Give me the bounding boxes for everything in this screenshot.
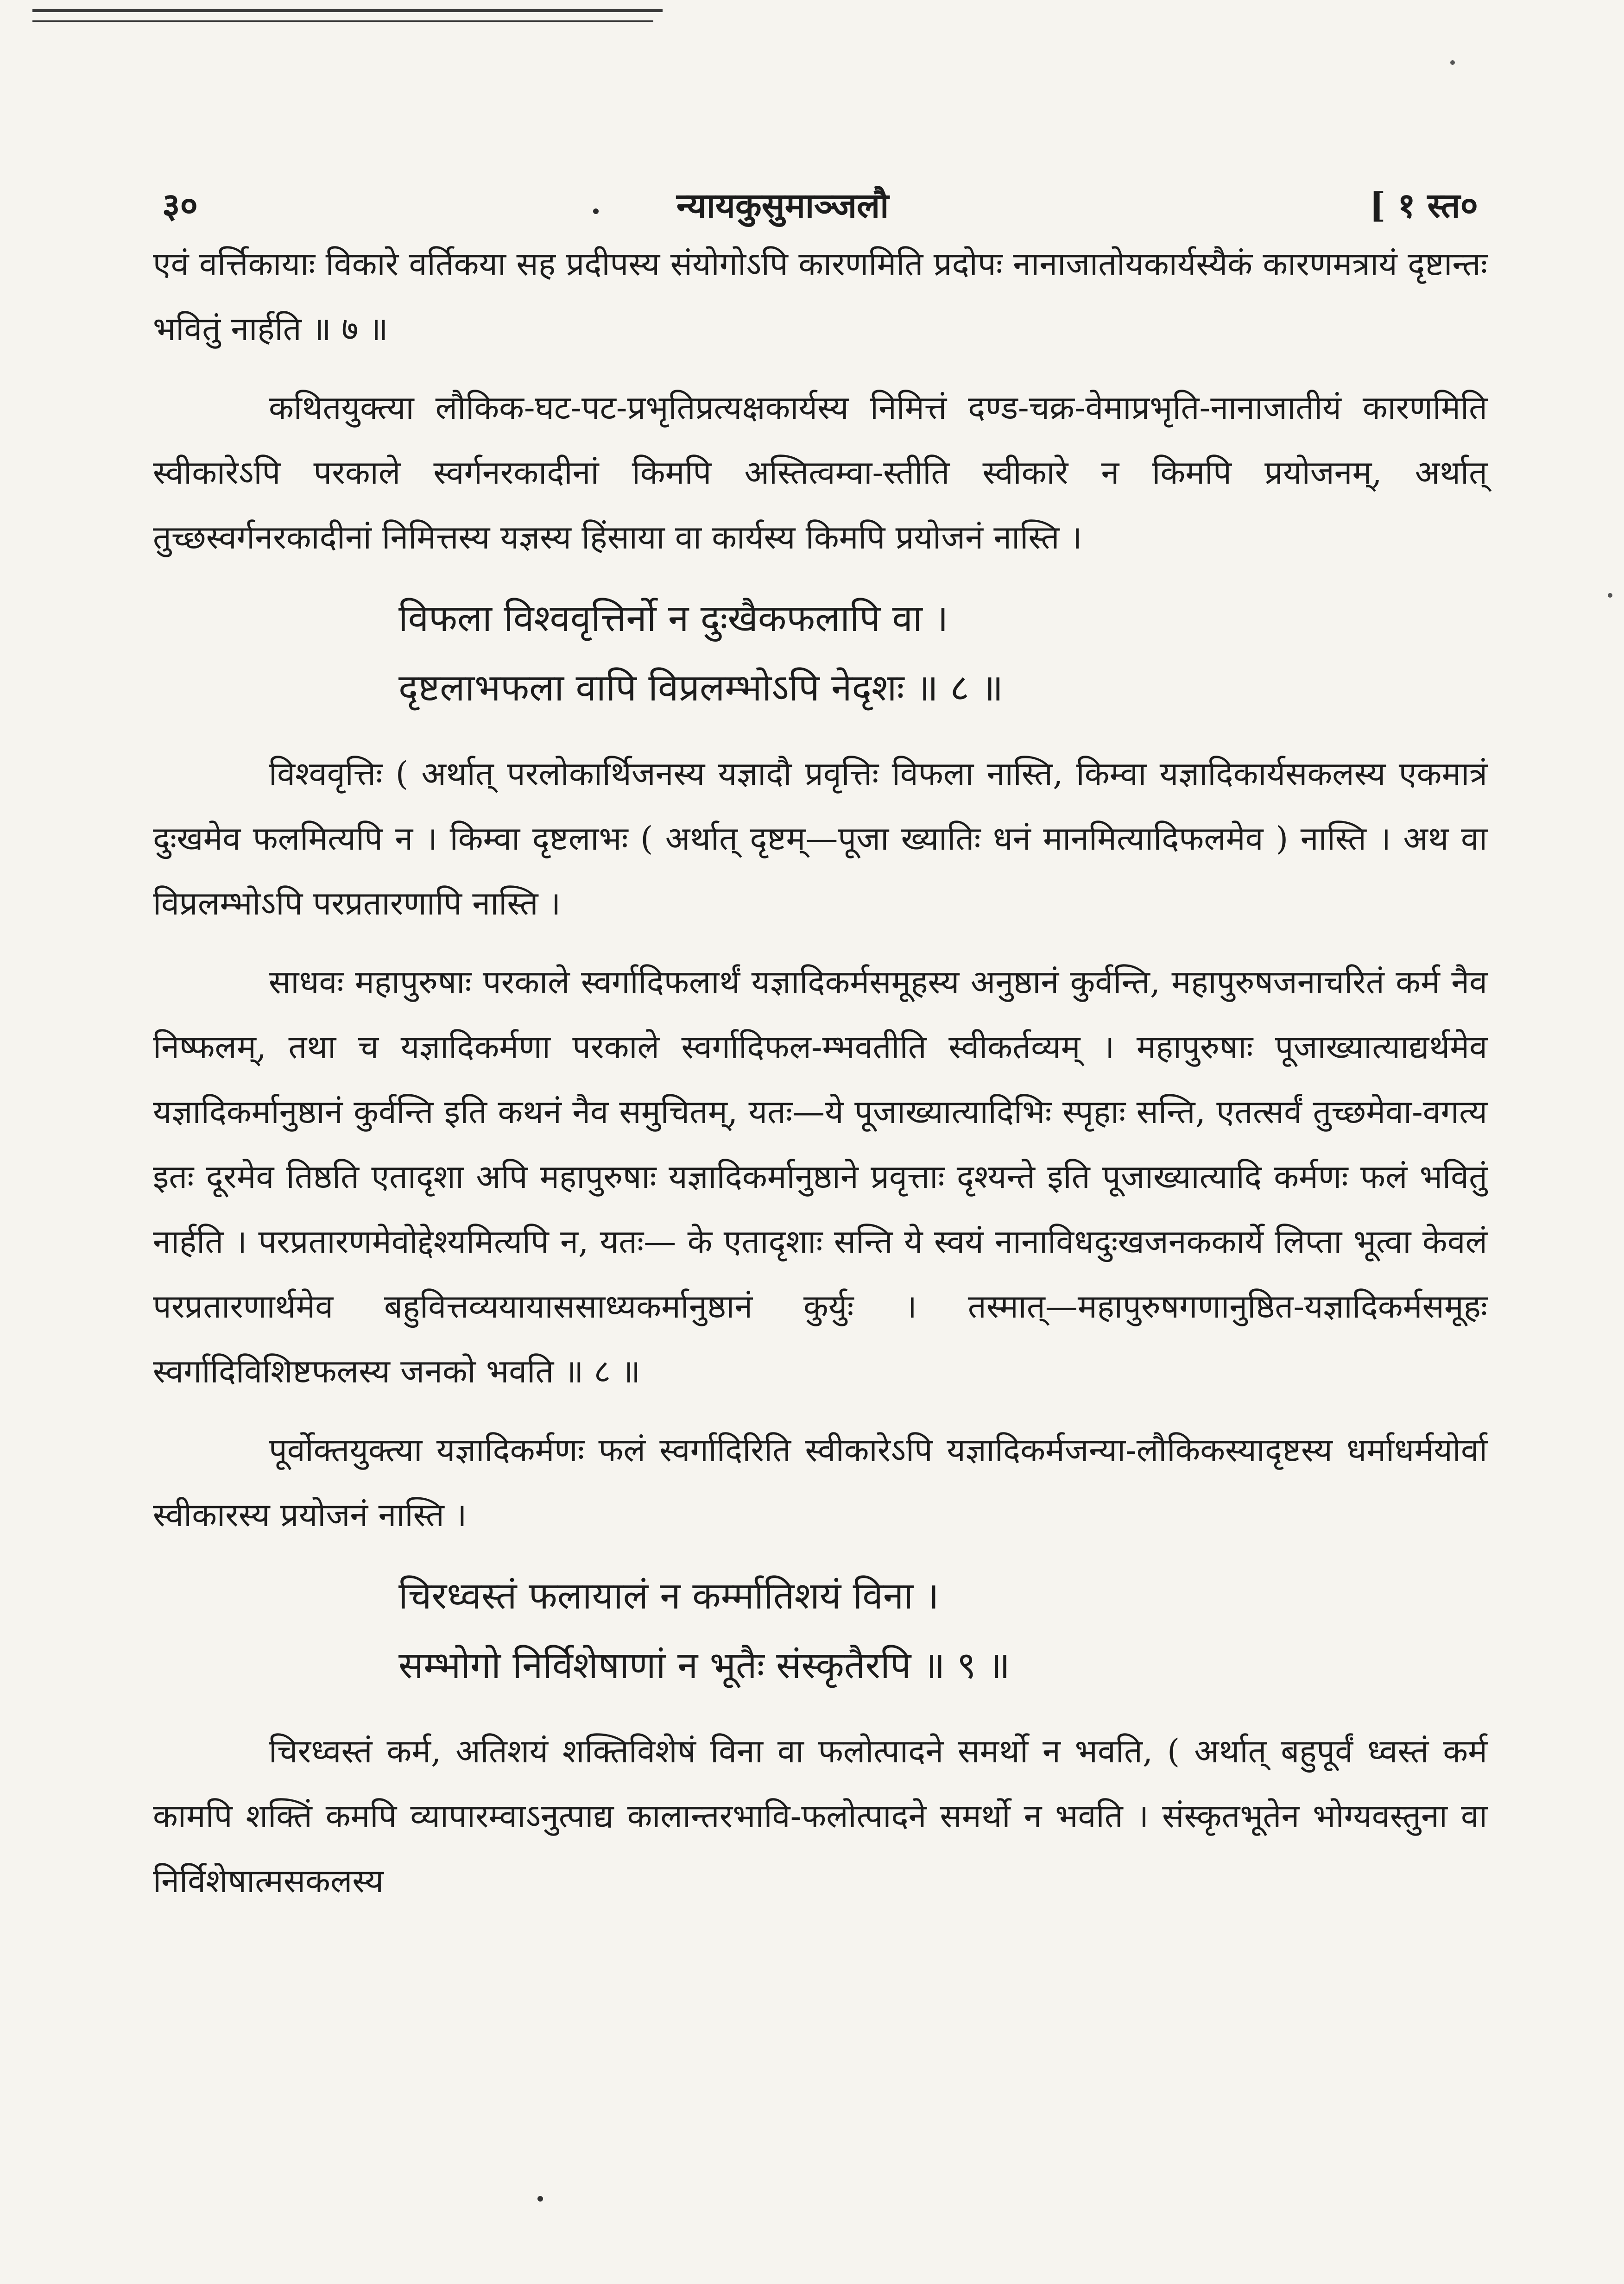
- paragraph-5: पूर्वोक्तयुक्त्या यज्ञादिकर्मणः फलं स्वर्गादिरिति स्वीकारेऽपि यज्ञादिकर्मजन्या-लौकिकस्यादृष्टस्य धर्माधर्मयोर्वा स्वीकारस्य प्रयोजनं नास्ति ।: [153, 1431, 1487, 1534]
- paragraph-4: साधवः महापुरुषाः परकाले स्वर्गादिफलार्थं यज्ञादिकर्मसमूहस्य अनुष्ठानं कुर्वन्ति, महापुरुषजनाचरितं कर्म नैव निष्फलम्, तथा च यज्ञादिकर्मणा परकाले स्वर्गादिफल-म्भवतीति स्वीकर्तव्यम् । महापुरुषाः पूजाख्यात्याद्यर्थमेव यज्ञादिकर्मानुष्ठानं कुर्वन्ति इति कथनं नैव समुचितम्, यतः—ये पूजाख्यात्यादिभिः स्पृहाः सन्ति, एतत्सर्वं तुच्छमेवा-वगत्य इतः दूरमेव तिष्ठति एतादृशा अपि महापुरुषाः यज्ञादिकर्मानुष्ठाने प्रवृत्ताः दृश्यन्ते इति पूजाख्यात्यादि कर्मणः फलं भवितुं नार्हति । परप्रतारणमेवोद्देश्यमित्यपि न, यतः— के एतादृशाः सन्ति ये स्वयं नानाविधदुःखजनककार्ये लिप्ता भूत्वा केवलं परप्रतारणार्थमेव बहुवित्तव्ययायाससाध्यकर्मानुष्ठानं कुर्युः । तस्मात्—महापुरुषगणानुष्ठित-यज्ञादिकर्मसमूहः स्वर्गादिविशिष्टफलस्य जनको भवति ॥ ८ ॥: [153, 963, 1487, 1390]
- section-mark: [ १ स्त०: [1369, 186, 1478, 226]
- scan-edge-rule: [32, 9, 663, 12]
- running-title: न्यायकुसुमाञ्जलौ: [676, 186, 889, 226]
- paragraph-2: कथितयुक्त्या लौकिक-घट-पट-प्रभृतिप्रत्यक्षकार्यस्य निमित्तं दण्ड-चक्र-वेमाप्रभृति-नानाजातीयं कारणमिति स्वीकारेऽपि परकाले स्वर्गनरकादीनां किमपि अस्तित्वम्वा-स्तीति स्वीकारे न किमपि प्रयोजनम्, अर्थात् तुच्छस्वर्गनरकादीनां निमित्तस्य यज्ञस्य हिंसाया वा कार्यस्य किमपि प्रयोजनं नास्ति ।: [153, 389, 1487, 556]
- verse-9-line-2: सम्भोगो निर्विशेषाणां न भूतैः संस्कृतैरपि ॥ ९ ॥: [398, 1644, 1011, 1687]
- footer-dot-mark: [537, 2196, 543, 2202]
- paragraph-1: एवं वर्त्तिकायाः विकारे वर्तिकया सह प्रदीपस्य संयोगोऽपि कारणमिति प्रदोपः नानाजातोयकार्यस्यैकं कारणमत्रायं दृष्टान्तः भवितुं नार्हति ॥ ७ ॥: [153, 245, 1487, 348]
- paragraph-6: चिरध्वस्तं कर्म, अतिशयं शक्तिविशेषं विना वा फलोत्पादने समर्थो न भवति, ( अर्थात् बहुपूर्वं ध्वस्तं कर्म कामपि शक्तिं कमपि व्यापारम्वाऽनुत्पाद्य कालान्तरभावि-फलोत्पादने समर्थो न भवति । संस्कृतभूतेन भोग्यवस्तुना वा निर्विशेषात्मसकलस्य: [153, 1732, 1487, 1900]
- verse-9-line-1: चिरध्वस्तं फलायालं न कर्म्मातिशयं विना ।: [398, 1574, 939, 1617]
- page-header: [153, 176, 1487, 232]
- verse-8: [398, 584, 1487, 723]
- scan-speck: [1608, 593, 1612, 598]
- paragraph-3: विश्ववृत्तिः ( अर्थात् परलोकार्थिजनस्य यज्ञादौ प्रवृत्तिः विफला नास्ति, किम्वा यज्ञादिकार्यसकलस्य एकमात्रं दुःखमेव फलमित्यपि न । किम्वा दृष्टलाभः ( अर्थात् दृष्टम्—पूजा ख्यातिः धनं मानमित्यादिफलमेव ) नास्ति । अथ वा विप्रलम्भोऽपि परप्रतारणापि नास्ति ।: [153, 755, 1487, 922]
- page-content: [153, 176, 1487, 1927]
- verse-8-line-2: दृष्टलाभफला वापि विप्रलम्भोऽपि नेदृशः ॥ ८ ॥: [398, 666, 1004, 709]
- header-dot-mark: [593, 208, 599, 214]
- page-number: ३०: [162, 186, 198, 226]
- scan-edge-rule: [32, 20, 653, 22]
- verse-8-line-1: विफला विश्ववृत्तिर्नो न दुःखैकफलापि वा ।: [398, 597, 948, 640]
- verse-9: [398, 1561, 1487, 1700]
- scan-speck: [1450, 60, 1455, 65]
